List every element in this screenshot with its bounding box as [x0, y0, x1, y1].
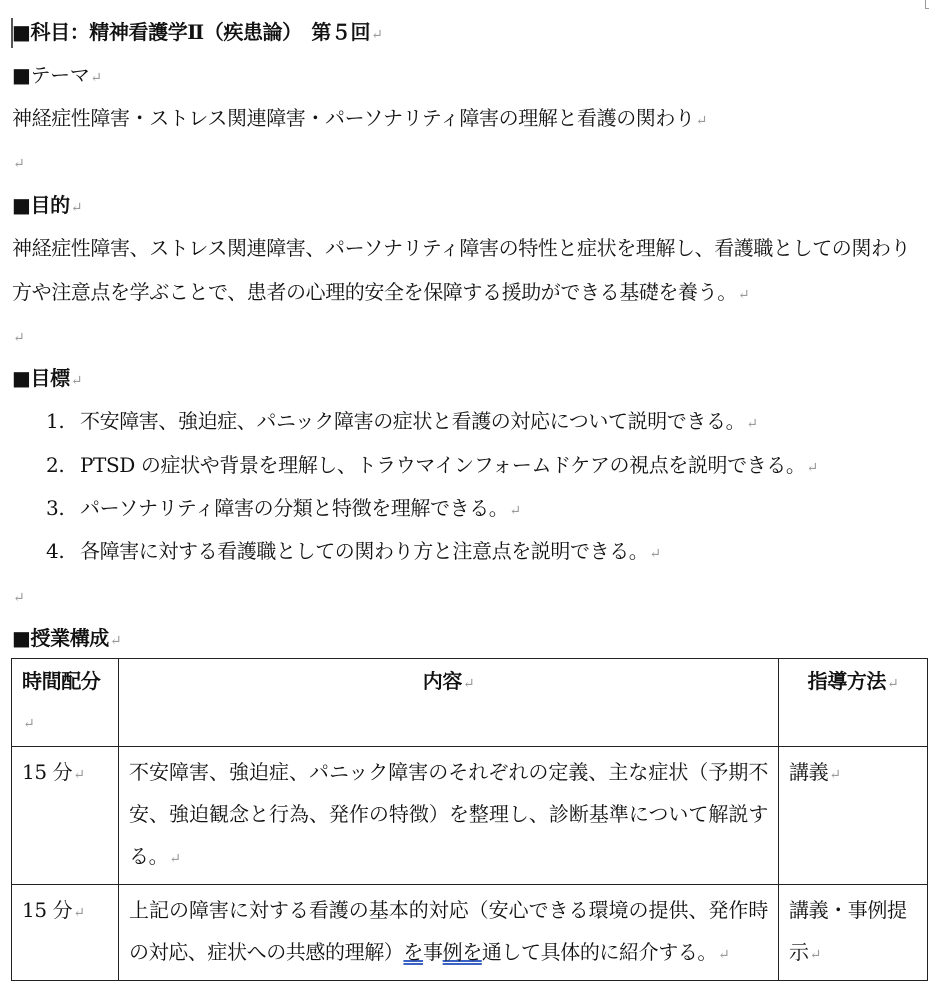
column-header-time[interactable]: [12, 659, 119, 747]
goal-text: PTSD の症状や背景を理解し、トラウマインフォームドケアの視点を説明できる。: [80, 453, 806, 477]
table-header-row: [12, 659, 928, 747]
goal-text: 各障害に対する看護職としての関わり方と注意点を説明できる。: [80, 539, 649, 563]
method-text: 講義・事例提示: [789, 898, 907, 964]
paragraph-mark-icon: ↵: [73, 905, 85, 921]
purpose-heading-text: ■目的: [12, 193, 70, 217]
lesson-plan-table[interactable]: [11, 658, 928, 981]
paragraph-mark-icon: ↵: [887, 676, 899, 692]
goal-item-4: [46, 538, 661, 567]
paragraph-mark-icon: ↵: [829, 767, 841, 783]
page-corner-mark: [925, 0, 929, 9]
goals-heading-text: ■目標: [12, 366, 70, 390]
goal-text: パーソナリティ障害の分類と特徴を理解できる。: [80, 496, 509, 520]
column-header-content[interactable]: [119, 659, 779, 747]
goals-heading: [12, 365, 82, 394]
paragraph-mark-icon: ↵: [509, 503, 521, 519]
purpose-heading: [12, 192, 82, 221]
paragraph-mark-icon: ↵: [70, 373, 83, 389]
paragraph-mark-icon: ↵: [737, 287, 750, 303]
theme-body-text: 神経症性障害・ストレス関連障害・パーソナリティ障害の理解と看護の関わり: [12, 106, 695, 130]
content-text: 事: [423, 940, 443, 964]
purpose-body-line-2: [12, 279, 749, 308]
paragraph-mark-icon: ↵: [73, 767, 85, 783]
paragraph-mark-icon: ↵: [109, 633, 122, 649]
paragraph-mark-icon: ↵: [70, 200, 83, 216]
content-cell[interactable]: [119, 747, 779, 885]
subject-line: [12, 19, 383, 48]
empty-paragraph: [12, 582, 24, 611]
empty-paragraph: [12, 322, 24, 351]
subject-text: ■科目：精神看護学Ⅱ（疾患論） 第５回: [12, 20, 371, 44]
goal-number: 2.: [46, 453, 65, 477]
paragraph-mark-icon: ↵: [13, 156, 25, 172]
paragraph-mark-icon: ↵: [23, 716, 35, 732]
column-header-content-text: 内容: [422, 669, 462, 693]
content-cell[interactable]: [119, 885, 779, 981]
theme-heading-text: ■テーマ: [12, 63, 90, 87]
purpose-body-text-2: 方や注意点を学ぶことで、患者の心理的安全を保障する援助ができる基礎を養う。: [12, 280, 737, 304]
structure-heading-text: ■授業構成: [12, 626, 109, 650]
goal-item-1: [46, 408, 758, 437]
empty-paragraph: [12, 148, 24, 177]
goal-number: 4.: [46, 539, 65, 563]
goal-item-2: [46, 452, 818, 481]
method-cell[interactable]: [779, 885, 928, 981]
paragraph-mark-icon: ↵: [13, 590, 25, 606]
goal-number: 1.: [46, 409, 65, 433]
paragraph-mark-icon: ↵: [649, 546, 661, 562]
method-cell[interactable]: [779, 747, 928, 885]
purpose-body-line-1: [12, 235, 910, 261]
grammar-flag-underline[interactable]: 例を: [442, 940, 482, 964]
paragraph-mark-icon: ↵: [462, 676, 475, 692]
goal-item-3: [46, 495, 521, 524]
time-cell[interactable]: [12, 885, 119, 981]
paragraph-mark-icon: ↵: [718, 947, 730, 963]
method-text: 講義: [789, 760, 829, 784]
paragraph-mark-icon: ↵: [13, 330, 25, 346]
paragraph-mark-icon: ↵: [90, 70, 102, 86]
grammar-flag-underline[interactable]: を: [403, 940, 424, 964]
theme-heading: [12, 62, 102, 91]
paragraph-mark-icon: ↵: [746, 416, 758, 432]
theme-body: [12, 105, 707, 134]
paragraph-mark-icon: ↵: [169, 851, 181, 867]
paragraph-mark-icon: ↵: [695, 113, 707, 129]
column-header-method-text: 指導方法: [807, 669, 887, 693]
purpose-body-text-1: 神経症性障害、ストレス関連障害、パーソナリティ障害の特性と症状を理解し、看護職としての関わり: [12, 236, 911, 260]
time-text: 15 分: [22, 760, 73, 784]
time-cell[interactable]: [12, 747, 119, 885]
paragraph-mark-icon: ↵: [806, 460, 818, 476]
column-header-time-text: 時間配分: [22, 669, 101, 693]
content-text: 不安障害、強迫症、パニック障害のそれぞれの定義、主な症状（予期不安、強迫観念と行為、発作の特徴）を整理し、診断基準について解説する。: [129, 760, 768, 868]
content-text: 上記の障害に対する看護の基本的対応（安心できる環境の提供、発作時の対応、症状への共感的理解）: [129, 898, 768, 964]
goal-text: 不安障害、強迫症、パニック障害の症状と看護の対応について説明できる。: [80, 409, 746, 433]
goal-number: 3.: [46, 496, 65, 520]
table-row: [12, 747, 928, 885]
structure-heading: [12, 625, 121, 654]
time-text: 15 分: [22, 898, 73, 922]
paragraph-mark-icon: ↵: [371, 27, 383, 43]
column-header-method[interactable]: [779, 659, 928, 747]
paragraph-mark-icon: ↵: [809, 947, 821, 963]
table-row: [12, 885, 928, 981]
content-text: 通して具体的に紹介する。: [481, 940, 718, 964]
